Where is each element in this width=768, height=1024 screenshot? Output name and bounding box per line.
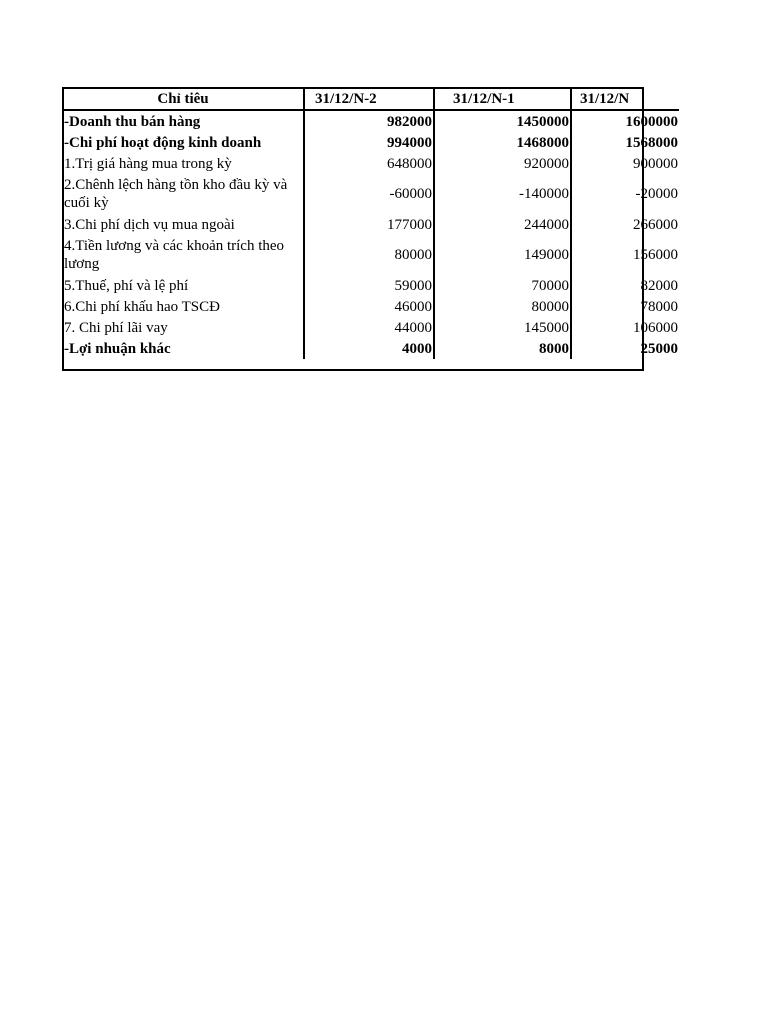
row-label: 7. Chi phí lãi vay	[63, 317, 304, 338]
header-period-n: 31/12/N	[571, 88, 679, 110]
cell-n-2: 177000	[304, 214, 434, 235]
table-row	[63, 174, 679, 214]
cell-n: 82000	[640, 277, 678, 294]
cell-n-2: 4000	[304, 338, 434, 359]
table-row	[63, 317, 679, 338]
row-label: 6.Chi phí khấu hao TSCĐ	[63, 296, 304, 317]
row-label: 4.Tiền lương và các khoản trích theo lương	[63, 235, 304, 275]
header-indicator: Chỉ tiêu	[63, 88, 304, 110]
table-row	[63, 132, 679, 153]
row-label: -Chi phí hoạt động kinh doanh	[63, 132, 304, 153]
cell-n-1: 8000	[434, 338, 571, 359]
cell-n: 1568000	[625, 134, 678, 151]
cell-n: 1600000	[625, 113, 678, 130]
financial-table	[63, 88, 679, 359]
cell-n-2: 80000	[304, 235, 434, 275]
table-row	[63, 275, 679, 296]
row-label: -Lợi nhuận khác	[63, 338, 304, 359]
cell-n: -20000	[635, 186, 678, 202]
cell-n-1: 1468000	[434, 132, 571, 153]
cell-n-2: 46000	[304, 296, 434, 317]
table-row	[63, 153, 679, 174]
cell-n: 106000	[633, 319, 678, 336]
header-row	[63, 88, 679, 110]
table-row	[63, 338, 679, 359]
cell-n-1: 244000	[434, 214, 571, 235]
table-body	[63, 110, 679, 359]
row-label: 5.Thuế, phí và lệ phí	[63, 275, 304, 296]
cell-n-1: -140000	[434, 174, 571, 214]
table-row	[63, 214, 679, 235]
cell-n-1: 145000	[434, 317, 571, 338]
row-label: 1.Trị giá hàng mua trong kỳ	[63, 153, 304, 174]
cell-n: 900000	[633, 155, 678, 172]
header-period-n-2: 31/12/N-2	[304, 88, 434, 110]
table-row	[63, 235, 679, 275]
cell-n-1: 920000	[434, 153, 571, 174]
row-label: 3.Chi phí dịch vụ mua ngoài	[63, 214, 304, 235]
header-period-n-1: 31/12/N-1	[434, 88, 571, 110]
row-label: 2.Chênh lệch hàng tồn kho đầu kỳ và cuối kỳ	[63, 174, 304, 214]
cell-n-2: 59000	[304, 275, 434, 296]
cell-n-2: 44000	[304, 317, 434, 338]
cell-n-2: 994000	[304, 132, 434, 153]
cell-n-1: 1450000	[434, 110, 571, 132]
cell-n-1: 80000	[434, 296, 571, 317]
row-label: -Doanh thu bán hàng	[63, 110, 304, 132]
table-header	[63, 88, 679, 110]
cell-n-1: 70000	[434, 275, 571, 296]
cell-n-2: -60000	[304, 174, 434, 214]
cell-n: 266000	[633, 216, 678, 233]
cell-n-2: 982000	[304, 110, 434, 132]
cell-n-2: 648000	[304, 153, 434, 174]
table-row	[63, 110, 679, 132]
table-row	[63, 296, 679, 317]
cell-n-1: 149000	[434, 235, 571, 275]
cell-n: 25000	[640, 340, 678, 357]
cell-n: 78000	[640, 298, 678, 315]
cell-n: 156000	[633, 247, 678, 263]
